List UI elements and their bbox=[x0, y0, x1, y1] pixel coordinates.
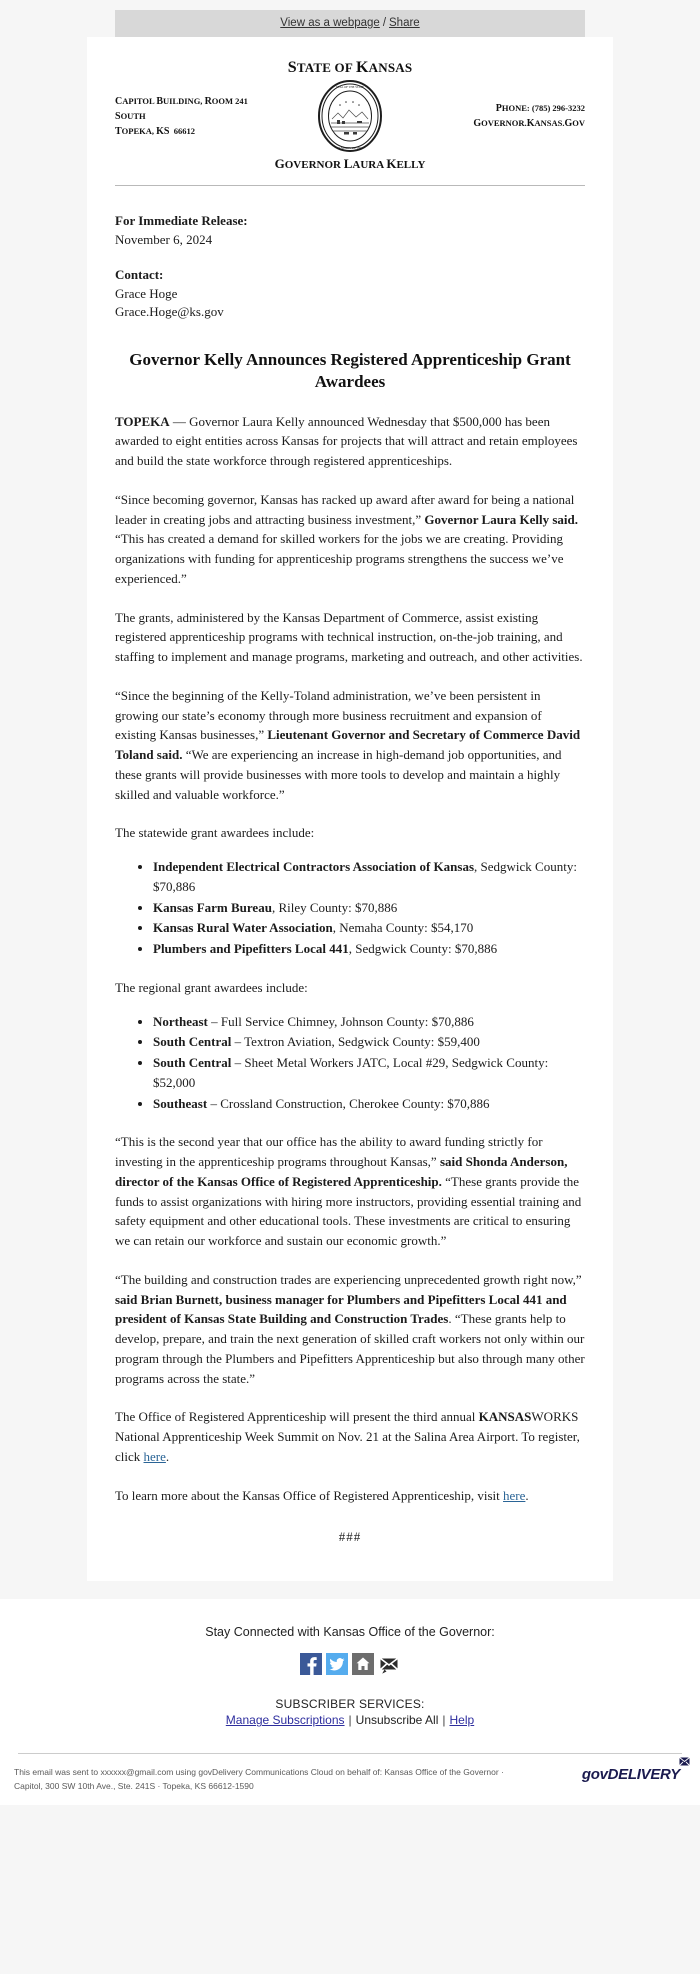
kelly-quote-part1: “Since becoming governor, Kansas has racked up award after award for being a national leader in creating jobs and attracting business investment,” bbox=[115, 491, 575, 527]
burnett-quote-part1: “The building and construction trades are experiencing unprecedented growth right now,” bbox=[115, 1271, 582, 1287]
dateline-text: — Governor Laura Kelly announced Wednesday that $500,000 has been awarded to eight entities across Kansas for projects that will attract and retain employees and build the state workforce through registered apprenticeships. bbox=[115, 413, 578, 469]
paragraph-learn-more bbox=[115, 1486, 585, 1506]
awardee-region: Northeast bbox=[153, 1013, 208, 1029]
anderson-quote-part1: “This is the second year that our office has the ability to award funding strictly for investing in the apprenticeship programs throughout Kansas,” bbox=[115, 1134, 543, 1170]
anderson-attribution: said Shonda Anderson, director of the Kansas Office of Registered Apprenticeship. bbox=[115, 1154, 568, 1189]
address-line-1: CAPITOL BUILDING, ROOM 241 SOUTH bbox=[115, 95, 248, 122]
list-item bbox=[153, 918, 585, 938]
state-seal-icon bbox=[313, 79, 387, 153]
list-item bbox=[153, 1012, 585, 1032]
letterhead-website: GOVERNOR.KANSAS.GOV bbox=[473, 118, 585, 129]
statewide-intro: The statewide grant awardees include: bbox=[115, 825, 315, 841]
govdelivery-envelope-icon bbox=[679, 1757, 690, 1769]
subscriber-services-label: SUBSCRIBER SERVICES: bbox=[275, 1697, 425, 1712]
govdelivery-logo bbox=[582, 1766, 686, 1784]
footer-gap bbox=[0, 1581, 700, 1599]
awardee-name: Kansas Rural Water Association bbox=[153, 920, 333, 936]
awardee-region: South Central bbox=[153, 1055, 232, 1071]
topbar-separator: / bbox=[382, 17, 387, 29]
awardee-region: South Central bbox=[153, 1034, 232, 1050]
kansasworks-bold: KANSAS bbox=[478, 1409, 532, 1425]
links-divider-2: | bbox=[442, 1713, 446, 1728]
letter-body bbox=[87, 37, 613, 1581]
list-item bbox=[153, 1032, 585, 1052]
view-as-webpage-bar bbox=[115, 10, 585, 37]
letterhead-divider bbox=[115, 185, 585, 186]
letterhead-phone: PHONE: (785) 296-3232 bbox=[495, 103, 585, 114]
contact-block bbox=[115, 266, 585, 323]
twitter-icon[interactable] bbox=[326, 1653, 348, 1675]
fineprint-text: This email was sent to xxxxxx@gmail.com using govDelivery Communications Cloud on behalf of: Kansas Office of the Governor · Capitol, 300 SW 10th Ave., Ste. 241S · Topeka, KS 66612-1590 bbox=[14, 1767, 504, 1791]
awardee-region: Southeast bbox=[153, 1095, 208, 1111]
paragraph-grants-admin: The grants, administered by the Kansas Department of Commerce, assist existing registered apprenticeship programs with technical instruction, on-the-job training, and staffing to implement and manage programs, marketing and outreach, and other activities. bbox=[115, 609, 583, 665]
immediate-release-label: For Immediate Release: bbox=[115, 213, 248, 228]
unsubscribe-all-link[interactable]: Unsubscribe All bbox=[355, 1713, 439, 1728]
awardee-name: Independent Electrical Contractors Association of Kansas bbox=[153, 859, 475, 875]
regional-awardees-list bbox=[115, 1012, 585, 1114]
release-info bbox=[115, 212, 585, 322]
paragraph-dateline bbox=[115, 412, 585, 471]
paragraph-anderson-quote bbox=[115, 1132, 585, 1251]
summit-text-2: WORKS National Apprenticeship Week Summit on Nov. 21 at the Salina Area Airport. To register, click bbox=[115, 1409, 580, 1464]
awardee-detail: – Textron Aviation, Sedgwick County: $59,400 bbox=[231, 1034, 480, 1050]
list-item bbox=[153, 898, 585, 918]
awardee-detail: , Nemaha County: $54,170 bbox=[332, 920, 474, 936]
awardee-name: Plumbers and Pipefitters Local 441 bbox=[153, 941, 349, 957]
learn-more-here-link[interactable]: here bbox=[503, 1487, 526, 1503]
links-divider-1: | bbox=[348, 1713, 352, 1728]
paragraph-toland-quote bbox=[115, 686, 585, 805]
home-icon[interactable] bbox=[352, 1653, 374, 1675]
letterhead bbox=[115, 59, 585, 192]
list-item bbox=[153, 1053, 585, 1093]
toland-attribution: Lieutenant Governor and Secretary of Commerce David Toland said. bbox=[115, 727, 581, 763]
toland-quote-part1: “Since the beginning of the Kelly-Toland administration, we’ve been persistent in growing our state’s economy through more business recruitment and expansion of existing Kansas businesses,” bbox=[115, 687, 542, 743]
anderson-quote-part2: “These grants provide the funds to assist organizations with hiring more instructors, providing essential training and safety equipment and other educational tools. These investments are critical to ensuring we can retain our workforce and sustain our economic growth.” bbox=[115, 1173, 582, 1249]
awardee-detail: , Riley County: $70,886 bbox=[271, 899, 398, 915]
immediate-release-block bbox=[115, 212, 585, 250]
facebook-icon[interactable] bbox=[300, 1653, 322, 1675]
page-title: Governor Kelly Announces Registered Apprenticeship Grant Awardees bbox=[129, 350, 571, 391]
letterhead-contact bbox=[420, 101, 585, 131]
regional-intro: The regional grant awardees include: bbox=[115, 979, 308, 995]
email-icon[interactable] bbox=[378, 1653, 400, 1675]
end-marker: ### bbox=[338, 1529, 362, 1545]
summit-text-1: The Office of Registered Apprenticeship will present the third annual bbox=[115, 1409, 479, 1425]
address-line-2: TOPEKA, KS 66612 bbox=[115, 125, 195, 137]
view-as-webpage-link[interactable]: View as a webpage bbox=[280, 17, 380, 29]
awardee-detail: – Full Service Chimney, Johnson County: $70,886 bbox=[207, 1013, 474, 1029]
svg-text:SEAL OF THE STATE: SEAL OF THE STATE bbox=[335, 85, 365, 89]
learn-more-text-1: To learn more about the Kansas Office of Registered Apprenticeship, visit bbox=[115, 1487, 504, 1503]
topbar-wrapper bbox=[0, 0, 700, 37]
release-date: November 6, 2024 bbox=[115, 231, 213, 247]
paragraph-summit bbox=[115, 1407, 585, 1466]
stay-connected-label: Stay Connected with Kansas Office of the Governor: bbox=[205, 1625, 495, 1640]
burnett-quote-part2: . “These grants help to develop, prepare, and train the next generation of skilled craft workers not only within our program through the Plumbers and Pipefitters Apprenticeship but also through many other programs across the state.” bbox=[115, 1311, 585, 1386]
subscriber-services-links bbox=[0, 1713, 700, 1727]
register-here-link[interactable]: here bbox=[143, 1448, 166, 1464]
awardee-detail: , Sedgwick County: $70,886 bbox=[348, 941, 498, 957]
social-links-row bbox=[0, 1653, 700, 1675]
dateline: TOPEKA bbox=[115, 413, 170, 429]
awardee-detail: – Crossland Construction, Cherokee County: $70,886 bbox=[207, 1095, 490, 1111]
contact-name: Grace Hoge bbox=[115, 285, 178, 301]
toland-quote-part2: “We are experiencing an increase in high-demand job opportunities, and these grants will provide businesses with more tools to develop and maintain a highly skilled and valuable workforce.” bbox=[115, 747, 562, 802]
govdelivery-wordmark: govDELIVERY bbox=[581, 1766, 680, 1784]
help-link[interactable]: Help bbox=[449, 1713, 475, 1728]
burnett-attribution: said Brian Burnett, business manager for Plumbers and Pipefitters Local 441 and president of Kansas State Building and Construction Trades bbox=[115, 1291, 567, 1327]
list-item bbox=[153, 857, 585, 897]
learn-more-text-2: . bbox=[525, 1487, 529, 1503]
fineprint-row bbox=[0, 1754, 700, 1804]
awardee-detail: , Sedgwick County: $70,886 bbox=[153, 859, 577, 894]
awardee-name: Kansas Farm Bureau bbox=[153, 899, 272, 915]
summit-text-3: . bbox=[165, 1448, 170, 1464]
share-link[interactable]: Share bbox=[389, 17, 420, 29]
paragraph-kelly-quote bbox=[115, 490, 585, 589]
svg-text:JANUARY 29, 1861: JANUARY 29, 1861 bbox=[337, 146, 363, 150]
list-item bbox=[153, 1094, 585, 1114]
email-footer bbox=[0, 1599, 700, 1804]
contact-label: Contact: bbox=[115, 266, 164, 282]
awardee-detail: – Sheet Metal Workers JATC, Local #29, Sedgwick County: $52,000 bbox=[153, 1055, 549, 1090]
governor-name: GOVERNOR LAURA KELLY bbox=[274, 156, 426, 171]
letterhead-address bbox=[115, 94, 280, 139]
paragraph-burnett-quote bbox=[115, 1270, 585, 1389]
letterhead-row bbox=[115, 79, 585, 153]
kelly-attribution: Governor Laura Kelly said. bbox=[424, 511, 578, 527]
list-item bbox=[153, 939, 585, 959]
statewide-awardees-list bbox=[115, 857, 585, 959]
state-of-kansas-title: STATE OF KANSAS bbox=[287, 59, 413, 76]
contact-email: Grace.Hoge@ks.gov bbox=[115, 304, 224, 320]
kelly-quote-part2: “This has created a demand for skilled workers for the jobs we are creating. Providing organizations with funding for apprenticeship programs strengthens the success we’ve experienced.” bbox=[115, 531, 564, 586]
manage-subscriptions-link[interactable]: Manage Subscriptions bbox=[225, 1713, 345, 1728]
